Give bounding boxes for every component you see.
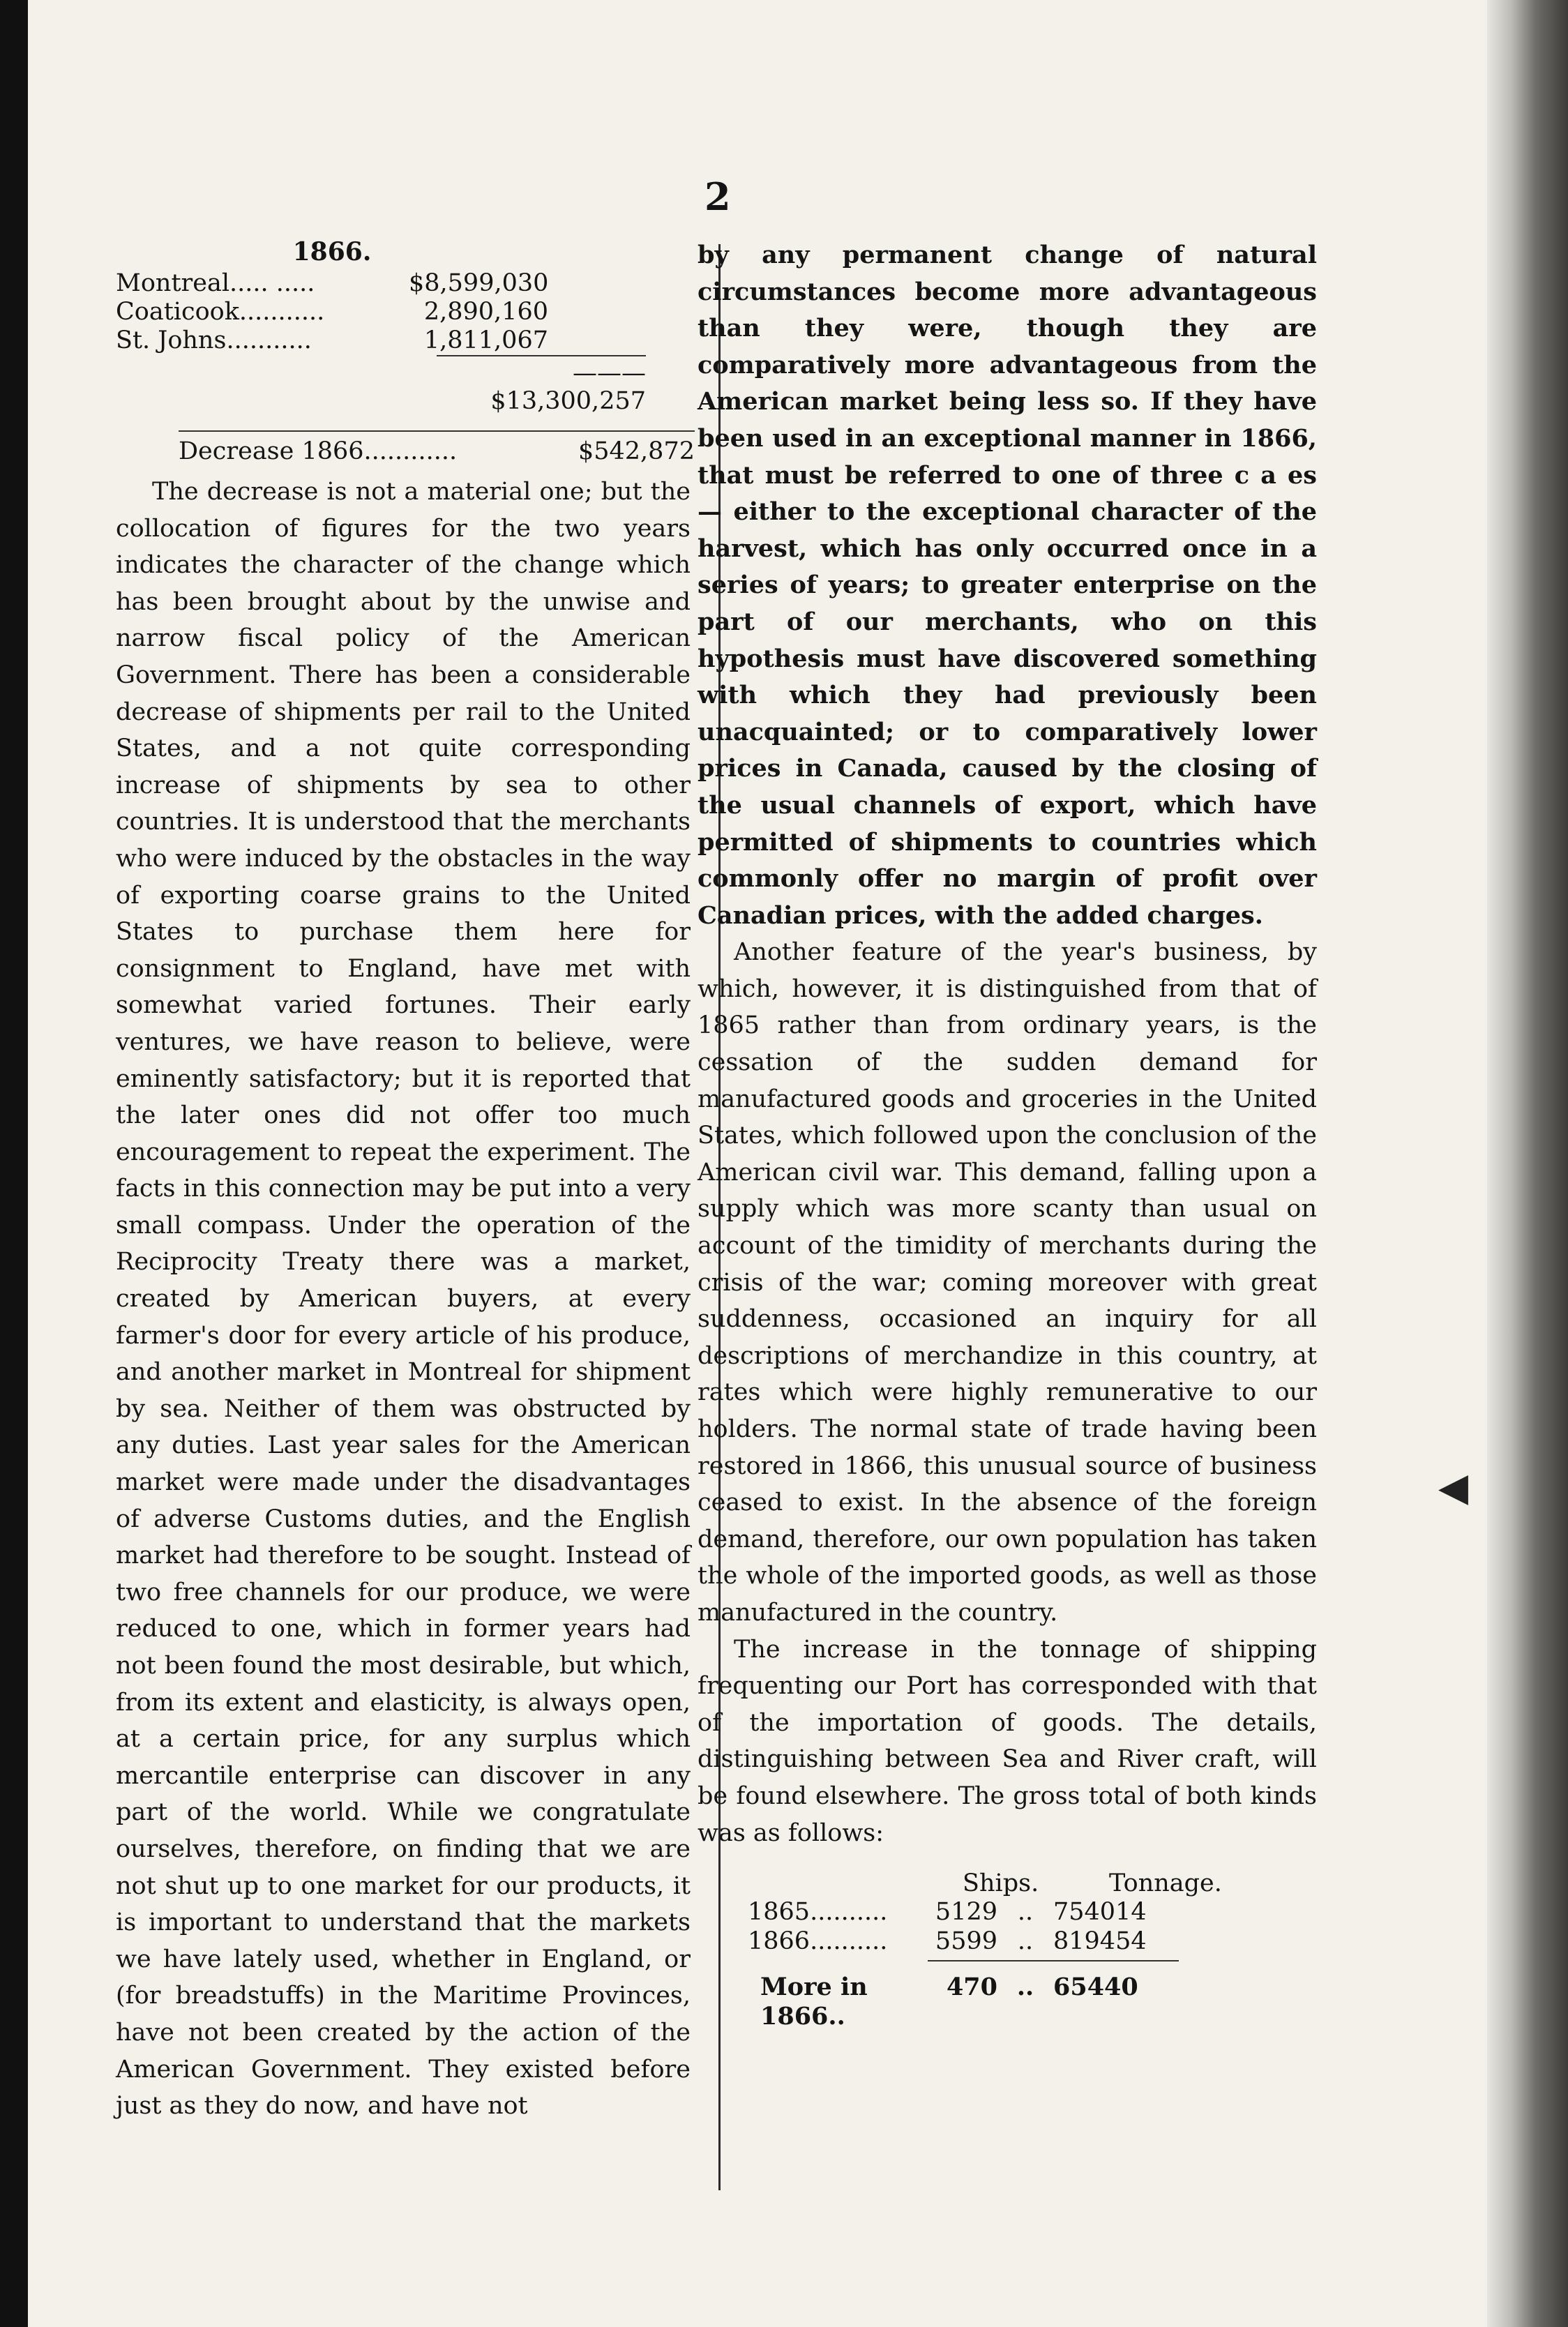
bookmark-arrow-icon: ◀ — [1438, 1465, 1469, 1510]
total-separator: .. — [1016, 1973, 1034, 2002]
body-paragraph: The decrease is not a material one; but the collocation of figures for the two years indicates the character of the change which has been brought about by the unwise and narrow fiscal policy of the American Government. There has been a considerable decrease of shipments per rail to the United States, and a not quite corresponding increase of shipments by sea to other countries. It is understood that the merchants who were induced by the obstacles in the way of exporting coarse grains to the United States to purchase them here for consignment to England, have met with somewhat varied fortunes. Their early ventures, we have reason to believe, were eminently satisfactory; but it is reported that the later ones did not offer too much encouragement to repeat the experiment. The facts in this connection may be put into a very small compass. Under the operation of the Reciprocity Treaty there was a market, created by American buyers, at every farmer's door for every article of his produce, and another market in Montreal for shipment by sea. Neither of them was obstructed by any duties. Last year sales for the American market were made under the disadvantages of adverse Customs duties, and the English market had therefore to be sought. Instead of two free channels for our produce, we were reduced to one, which in former years had not been found the most desirable, but which, from its extent and elasticity, is always open, at a certain price, for any surplus which mercantile enterprise can discover in any part of the world. While we congratulate ourselves, therefore, on finding that we are not shut up to one market for our products, it is important to understand that the markets we have lately used, whether in England, or (for breadstuffs) in the Maritime Provinces, have not been created by the action of the American Government. They existed before just as they do now, and have not — [116, 478, 691, 2121]
body-paragraph: The increase in the tonnage of shipping frequenting our Port has corresponded with that of the importation of goods. The details, distinguishing between Sea and River craft, will be found elsewhere. The gross total of both kinds was as follows: — [698, 1635, 1317, 1847]
total-tonnage: 65440 — [1053, 1973, 1138, 2002]
row-year: 1865.......... — [748, 1898, 888, 1927]
decrease-amount: $542,872 — [578, 437, 695, 465]
header-tonnage: Tonnage. — [1109, 1869, 1222, 1898]
row-tonnage: 819454 — [1053, 1927, 1147, 1956]
total-ships: 470 — [946, 1973, 997, 2002]
total-label: More in 1866.. — [760, 1973, 868, 2031]
ledger-table — [116, 269, 691, 355]
left-column — [116, 237, 695, 2125]
row-year: 1866.......... — [748, 1927, 888, 1956]
ledger-row — [116, 326, 691, 355]
page-number: 2 — [704, 174, 731, 219]
shipping-table — [698, 1869, 1311, 2031]
ledger-total: ———$13,300,257 — [437, 355, 646, 415]
ledger-amount: 2,890,160 — [423, 298, 548, 326]
ledger-amount: $8,599,030 — [409, 269, 549, 297]
decrease-label: Decrease 1866............ — [179, 437, 458, 465]
book-spine-edge — [1487, 0, 1568, 2327]
row-separator: .. — [1017, 1927, 1034, 1956]
ledger-year-heading: 1866. — [292, 237, 372, 266]
header-ships: Ships. — [963, 1869, 1039, 1898]
scan-left-border — [0, 0, 28, 2327]
body-paragraph: by any permanent change of natural circumstances become more advantageous than they were, though they are comparatively more advantageous from the American market being less so. If they have been used in an exceptional manner in 1866, that must be referred to one of three c a es — either to the exceptional character of the harvest, which has only occurred once in a series of years; to greater enterprise on the part of our merchants, who on this hypothesis must have discovered something with which they had previously been unacquainted; or to comparatively lower prices in Canada, caused by the closing of the usual channels of export, which have permitted of shipments to countries which commonly offer no margin of profit over Canadian prices, with the added charges. — [698, 241, 1317, 930]
ledger-place: Coaticook........... — [116, 298, 325, 326]
ledger-place: St. Johns........... — [116, 326, 312, 354]
ledger-row — [116, 298, 691, 326]
row-ships: 5599 — [935, 1927, 997, 1956]
row-tonnage: 754014 — [1053, 1898, 1147, 1927]
ledger-amount: 1,811,067 — [423, 326, 548, 354]
row-separator: .. — [1017, 1898, 1034, 1927]
right-column — [698, 237, 1317, 2031]
ledger-place: Montreal..... ..... — [116, 269, 315, 297]
row-ships: 5129 — [935, 1898, 997, 1927]
body-paragraph: Another feature of the year's business, by which, however, it is distinguished from that of 1865 rather than from ordinary years, is the cessation of the sudden demand for manufactured goods and groceries in the United States, which followed upon the conclusion of the American civil war. This demand, falling upon a supply which was more scanty than usual on account of the timidity of merchants during the crisis of the war; coming moreover with great suddenness, occasioned an inquiry for all descriptions of merchandize in this country, at rates which were highly remunerative to our holders. The normal state of trade having been restored in 1866, this unusual source of business ceased to exist. In the absence of the foreign demand, therefore, our own population has taken the whole of the imported goods, as well as those manufactured in the country. — [698, 938, 1317, 1627]
table-total-row — [698, 1973, 1311, 2031]
ledger-row — [116, 269, 691, 298]
table-total-rule — [928, 1960, 1179, 1961]
decrease-row — [179, 430, 695, 465]
shipping-table-header — [963, 1869, 1311, 1897]
table-row — [698, 1897, 1311, 1927]
table-row — [698, 1927, 1311, 1956]
